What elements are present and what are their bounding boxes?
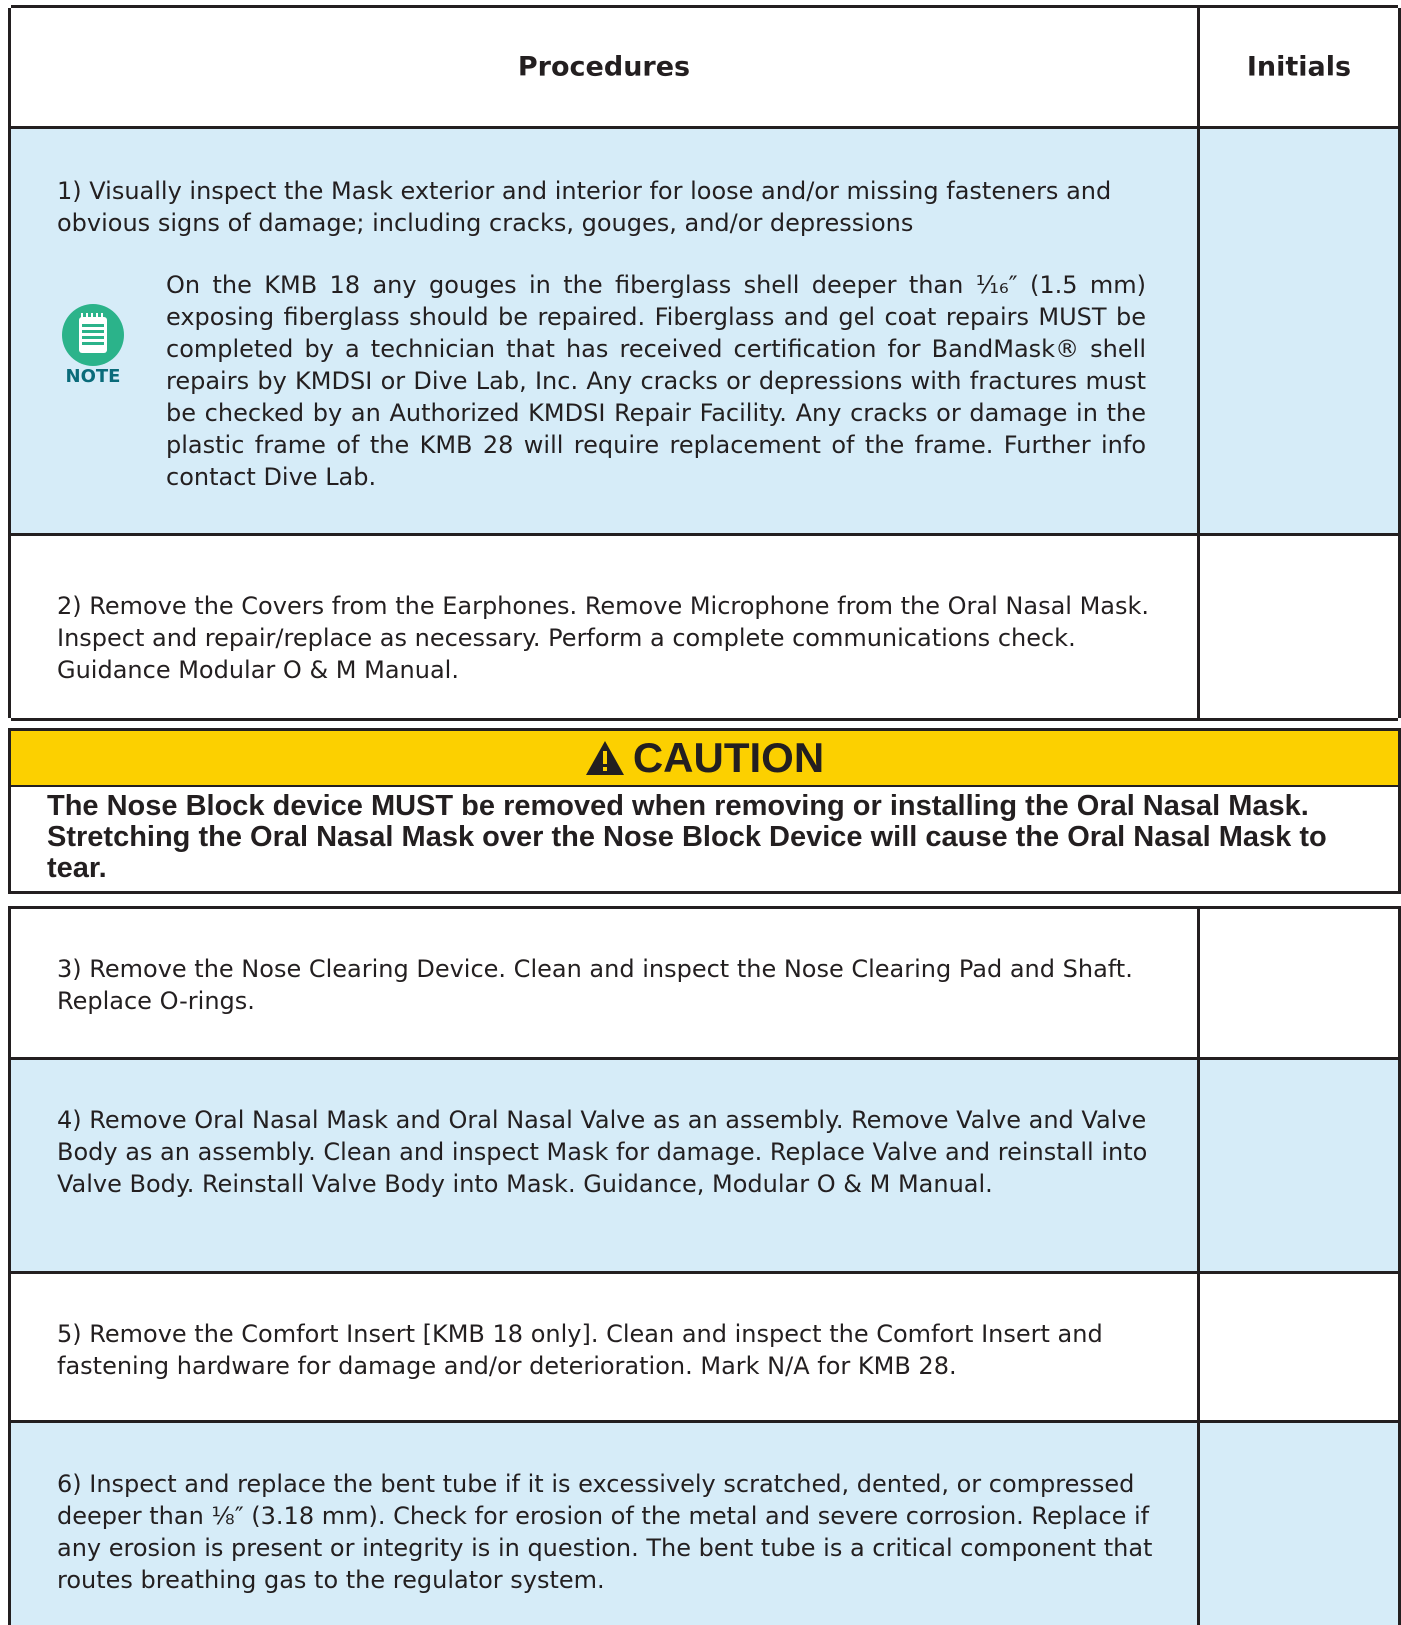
procedure-cell xyxy=(11,1423,1197,1625)
table-border xyxy=(11,718,1398,721)
table-row xyxy=(11,1060,1398,1271)
procedure-cell xyxy=(11,536,1197,718)
header-initials: Initials xyxy=(1246,51,1352,83)
table-row xyxy=(11,129,1398,533)
warning-triangle-icon xyxy=(585,740,625,780)
table-row xyxy=(11,1423,1398,1625)
step-1-note-text: On the KMB 18 any gouges in the fiberglass shell deeper than ¹⁄₁₆″ (1.5 mm) exposing fiberglass should be repaired. Fiberglass and gel coat repairs MUST be completed by a technician that has received certification for BandMask® shell repairs by KMDSI or Dive Lab, Inc. Any cracks or depressions with fractures must be checked by an Authorized KMDSI Repair Facility. Any cracks or damage in the plastic frame of the KMB 28 will require replacement of the frame. Further info contact Dive Lab. xyxy=(166,271,1146,491)
initials-cell[interactable] xyxy=(1197,129,1398,533)
initials-cell[interactable] xyxy=(1197,1423,1398,1625)
header-procedures-cell xyxy=(11,8,1197,126)
table-row xyxy=(11,1274,1398,1420)
table-row xyxy=(11,909,1398,1057)
caution-text: The Nose Block device MUST be removed when removing or installing the Oral Nasal Mask. Stretching the Oral Nasal Mask over the Nose Block Device will cause the Oral Nasal Mask to tear. xyxy=(47,790,1327,884)
procedures-table-top xyxy=(8,8,1401,718)
procedure-cell xyxy=(11,1060,1197,1271)
procedure-cell xyxy=(11,129,1197,533)
table-row xyxy=(11,536,1398,718)
note-icon xyxy=(57,304,129,387)
header-procedures: Procedures xyxy=(517,51,691,83)
initials-cell[interactable] xyxy=(1197,536,1398,718)
note-pad-icon xyxy=(57,304,129,366)
procedures-table-bottom xyxy=(8,906,1401,1625)
caution-box xyxy=(8,728,1401,894)
procedure-cell xyxy=(11,909,1197,1057)
step-6-text: 6) Inspect and replace the bent tube if it is excessively scratched, dented, or compressed deeper than ⅛″ (3.18 mm). Check for erosion of the metal and severe corrosion. Replace if any erosion is present or integrity is in question. The bent tube is a critical component that routes breathing gas to the regulator system. xyxy=(57,1470,1153,1594)
header-initials-cell xyxy=(1197,8,1398,126)
caution-title: CAUTION xyxy=(632,734,825,781)
initials-cell[interactable] xyxy=(1197,1274,1398,1420)
step-2-text: 2) Remove the Covers from the Earphones. Remove Microphone from the Oral Nasal Mask. Inspect and repair/replace as necessary. Perform a complete communications check. Guidance Modular O & M Manual. xyxy=(57,592,1150,684)
caution-header xyxy=(11,731,1398,787)
step-5-text: 5) Remove the Comfort Insert [KMB 18 only]. Clean and inspect the Comfort Insert and fastening hardware for damage and/or deterioration. Mark N/A for KMB 28. xyxy=(57,1320,1103,1380)
note-label: NOTE xyxy=(65,366,121,387)
step-3-text: 3) Remove the Nose Clearing Device. Clean and inspect the Nose Clearing Pad and Shaft. Replace O-rings. xyxy=(57,955,1133,1015)
step-1-text: 1) Visually inspect the Mask exterior and interior for loose and/or missing fasteners and obvious signs of damage; including cracks, gouges, and/or depressions xyxy=(57,177,1112,237)
procedure-cell xyxy=(11,1274,1197,1420)
initials-cell[interactable] xyxy=(1197,909,1398,1057)
step-4-text: 4) Remove Oral Nasal Mask and Oral Nasal Valve as an assembly. Remove Valve and Valve Body as an assembly. Clean and inspect Mask for damage. Replace Valve and reinstall into Valve Body. Reinstall Valve Body into Mask. Guidance, Modular O & M Manual. xyxy=(57,1106,1148,1198)
initials-cell[interactable] xyxy=(1197,1060,1398,1271)
table-header-row xyxy=(11,8,1398,126)
